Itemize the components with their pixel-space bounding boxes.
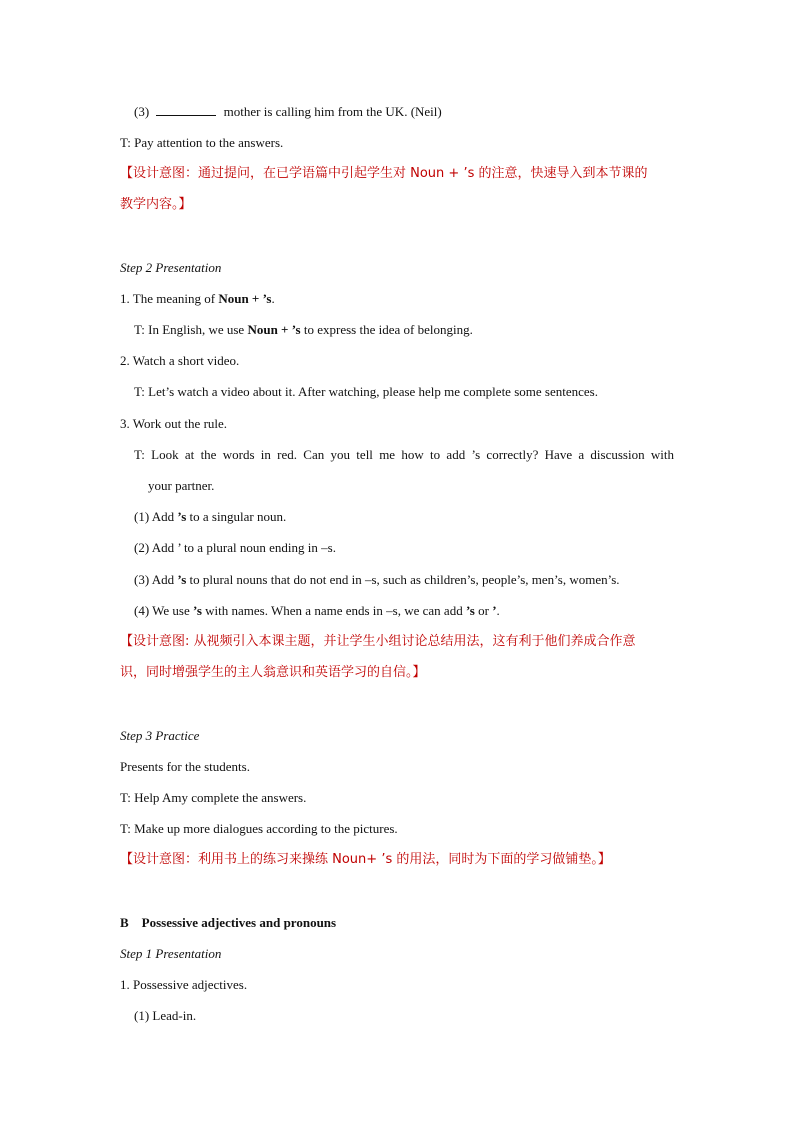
- point-text: 1. The meaning of: [120, 291, 219, 306]
- numbered-point: 3. Work out the rule.: [120, 416, 228, 431]
- teacher-line: T: Look at the words in red. Can you tell me how to add ’s correctly? Have a discussion with: [134, 447, 674, 462]
- design-intent-line: 【设计意图：利用书上的练习来操练 Noun+ ’s 的用法，同时为下面的学习做铺垫。】: [120, 852, 611, 867]
- rule-keyword: ’s: [193, 603, 202, 618]
- rule-keyword: ’s: [177, 572, 187, 587]
- teacher-keyword: Noun + ’s: [247, 322, 301, 337]
- point-keyword: Noun + ’s: [218, 291, 272, 306]
- rule-text: (1) Add: [134, 509, 178, 524]
- teacher-line: [134, 320, 473, 340]
- item-text: mother is calling him from the UK. (Neil): [223, 104, 442, 119]
- rule-keyword: ’: [492, 603, 497, 618]
- rule-keyword: ’s: [465, 603, 475, 618]
- teacher-line: T: Help Amy complete the answers.: [120, 790, 307, 805]
- rule-item: (2) Add ’ to a plural noun ending in –s.: [134, 540, 336, 555]
- point-text: .: [271, 291, 275, 306]
- rule-text: with names. When a name ends in –s, we can add: [201, 603, 466, 618]
- rule-text: to a singular noun.: [186, 509, 287, 524]
- teacher-line: T: Make up more dialogues according to the pictures.: [120, 821, 398, 836]
- step-heading: Step 2 Presentation: [120, 260, 222, 275]
- rule-text: .: [496, 603, 500, 618]
- numbered-point: [120, 289, 275, 309]
- numbered-point: 1. Possessive adjectives.: [120, 977, 248, 992]
- answer-blank[interactable]: [156, 102, 216, 116]
- rule-item: [134, 507, 286, 527]
- teacher-line: T: Let’s watch a video about it. After watching, please help me complete some sentences.: [134, 384, 598, 399]
- rule-item: [134, 601, 500, 621]
- section-heading: B Possessive adjectives and pronouns: [120, 915, 337, 930]
- teacher-text: T: In English, we use: [134, 322, 248, 337]
- rule-text: to plural nouns that do not end in –s, such as children’s, people’s, men’s, women’s.: [186, 572, 620, 587]
- design-intent-line: 【设计意图: 从视频引入本课主题，并让学生小组讨论总结用法，这有利于他们养成合作意: [120, 634, 636, 649]
- body-line: Presents for the students.: [120, 759, 250, 774]
- rule-keyword: ’s: [177, 509, 187, 524]
- sub-point: (1) Lead-in.: [134, 1008, 197, 1023]
- rule-item: [134, 570, 620, 590]
- design-intent-line: 识，同时增强学生的主人翁意识和英语学习的自信。】: [120, 665, 426, 680]
- step-heading: Step 1 Presentation: [120, 946, 222, 961]
- design-intent-line: 【设计意图：通过提问，在已学语篇中引起学生对 Noun + ’s 的注意，快速导入到本节课的: [120, 166, 648, 181]
- teacher-line-continued: your partner.: [148, 478, 215, 493]
- numbered-point: 2. Watch a short video.: [120, 353, 240, 368]
- rule-text: (4) We use: [134, 603, 194, 618]
- exercise-item-3: [134, 102, 442, 122]
- rule-text: or: [474, 603, 493, 618]
- teacher-text: to express the idea of belonging.: [300, 322, 473, 337]
- design-intent-line: 教学内容。】: [120, 197, 192, 212]
- teacher-line: T: Pay attention to the answers.: [120, 135, 284, 150]
- item-number: (3): [134, 104, 150, 119]
- step-heading: Step 3 Practice: [120, 728, 200, 743]
- rule-text: (3) Add: [134, 572, 178, 587]
